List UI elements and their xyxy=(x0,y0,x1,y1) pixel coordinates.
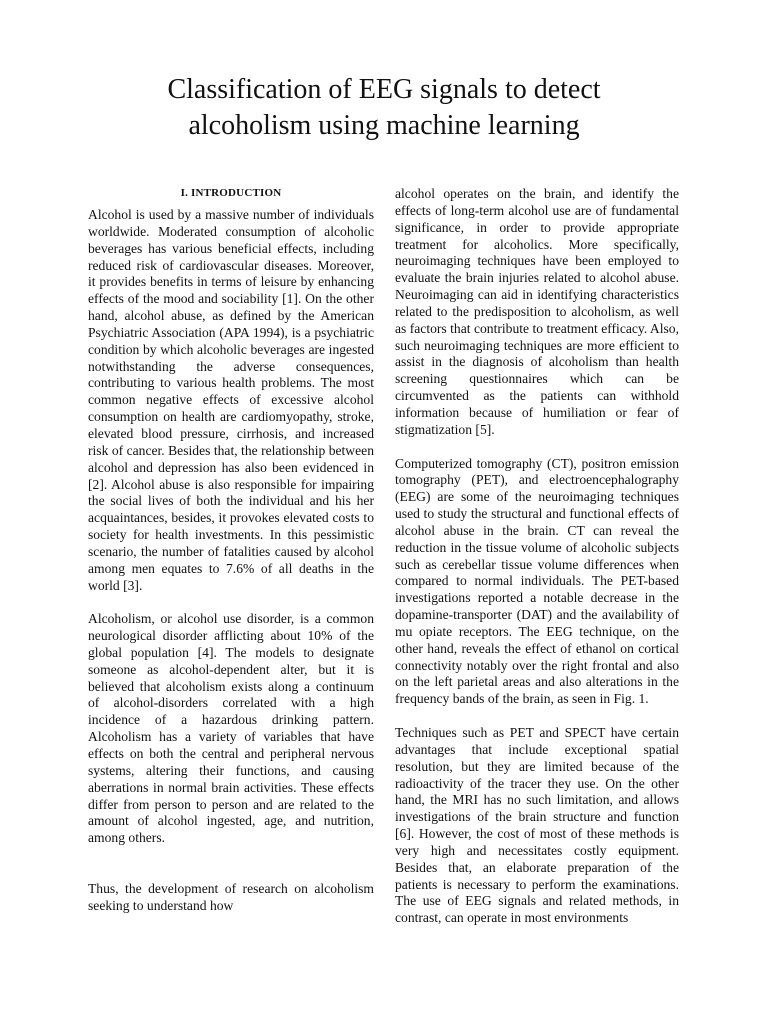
paragraph: Techniques such as PET and SPECT have certain advantages that include exceptional spatial resolution, but they are limited because of the radioactivity of the tracer they use. On the other hand, the MRI has no such limitation, and allows investigations of the brain structure and function [6]. However, the cost of most of these methods is very high and necessitates costly equipment. Besides that, an elaborate preparation of the patients is necessary to perform the examinations. The use of EEG signals and related methods, in contrast, can operate in most environments xyxy=(395,725,679,926)
paragraph: Thus, the development of research on alcoholism seeking to understand how xyxy=(88,880,374,913)
left-column xyxy=(88,186,374,931)
right-column xyxy=(395,186,679,944)
title-line-2: alcoholism using machine learning xyxy=(188,110,580,141)
paragraph: Computerized tomography (CT), positron emission tomography (PET), and electroencephalography (EEG) are some of the neuroimaging techniques used to study the structural and functional effects of alcohol abuse in the brain. CT can reveal the reduction in the tissue volume of alcoholic subjects such as cerebellar tissue volume differences when compared to normal individuals. The PET-based investigations reported a notable decrease in the dopamine-transporter (DAT) and the availability of mu opiate receptors. The EEG technique, on the other hand, reveals the effect of ethanol on cortical connectivity notably over the right frontal and also on the left parietal areas and also alterations in the frequency bands of the brain, as seen in Fig. 1. xyxy=(395,455,679,707)
paragraph: Alcohol is used by a massive number of individuals worldwide. Moderated consumption of alcoholic beverages has various beneficial effects, including reduced risk of cardiovascular diseases. Moreover, it provides benefits in terms of leisure by enhancing effects of the mood and sociability [1]. On the other hand, alcohol abuse, as defined by the American Psychiatric Association (APA 1994), is a psychiatric condition by which alcoholic beverages are ingested notwithstanding the adverse consequences, contributing to various health problems. The most common negative effects of excessive alcohol consumption on health are cardiomyopathy, stroke, elevated blood pressure, cirrhosis, and increased risk of cancer. Besides that, the relationship between alcohol and depression has also been evidenced in [2]. Alcohol abuse is also responsible for impairing the social lives of both the individual and his her acquaintances, besides, it provokes elevated costs to society for health investments. In this pessimistic scenario, the number of fatalities caused by alcohol among men equates to 7.6% of all deaths in the world [3]. xyxy=(88,207,374,593)
section-heading-introduction: I. INTRODUCTION xyxy=(180,187,282,199)
paragraph: alcohol operates on the brain, and identify the effects of long-term alcohol use are of fundamental significance, in order to provide appropriate treatment for alcoholics. More specifically, neuroimaging techniques have been employed to evaluate the brain injuries related to alcohol abuse. Neuroimaging can aid in identifying characteristics related to the predisposition to alcoholism, as well as factors that contribute to treatment efficacy. Also, such neuroimaging techniques are more efficient to assist in the diagnosis of alcoholism than health screening questionnaires which can be circumvented as the patients can withhold information because of humiliation or fear of stigmatization [5]. xyxy=(395,186,679,437)
paragraph: Alcoholism, or alcohol use disorder, is a common neurological disorder afflicting about 10% of the global population [4]. The models to designate someone as alcohol-dependent alter, but it is believed that alcoholism exists along a continuum of alcohol-disorders correlated with a high incidence of a hazardous drinking pattern. Alcoholism has a variety of variables that have effects on both the central and peripheral nervous systems, altering their functions, and causing aberrations in normal brain activities. These effects differ from person to person and are related to the amount of alcohol ingested, age, and nutrition, among others. xyxy=(88,611,374,846)
title-line-1: Classification of EEG signals to detect xyxy=(167,74,601,105)
paper-title xyxy=(0,72,768,144)
